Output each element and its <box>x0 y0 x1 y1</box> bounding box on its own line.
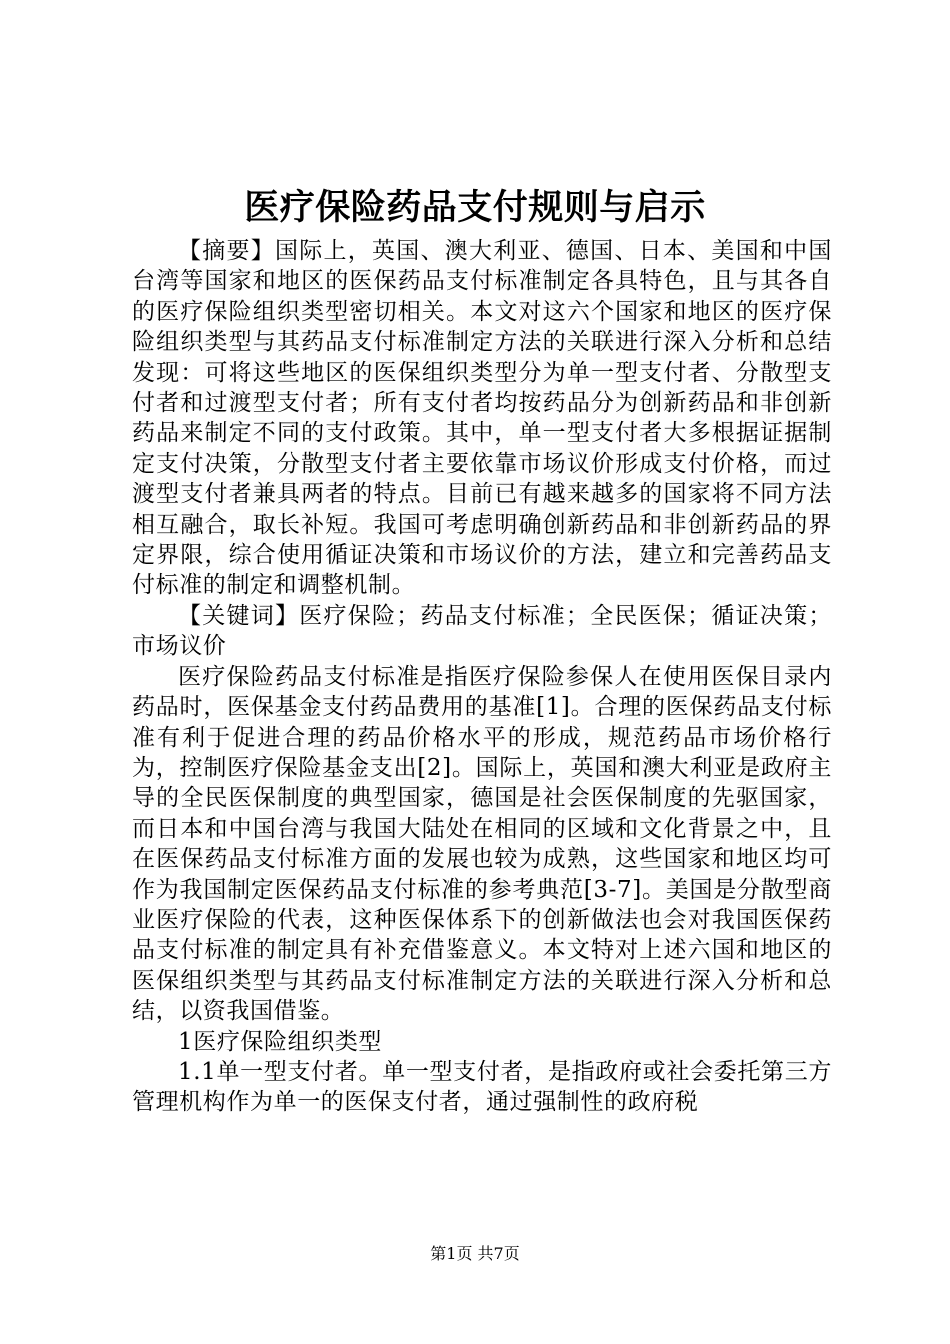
document-title: 医疗保险药品支付规则与启示 <box>244 187 706 228</box>
keywords-paragraph: 【关键词】医疗保险；药品支付标准；全民医保；循证决策；市场议价 <box>132 602 832 660</box>
introduction-paragraph: 医疗保险药品支付标准是指医疗保险参保人在使用医保目录内药品时，医保基金支付药品费用的基准[1]。合理的医保药品支付标准有利于促进合理的药品价格水平的形成，规范药品市场价格行为，控制医疗保险基金支出[2]。国际上，英国和澳大利亚是政府主导的全民医保制度的典型国家，德国是社会医保制度的先驱国家，而日本和中国台湾与我国大陆处在相同的区域和文化背景之中，且在医保药品支付标准方面的发展也较为成熟，这些国家和地区均可作为我国制定医保药品支付标准的参考典范[3-7]。美国是分散型商业医疗保险的代表，这种医保体系下的创新做法也会对我国医保药品支付标准的制定具有补充借鉴意义。本文特对上述六国和地区的医保组织类型与其药品支付标准制定方法的关联进行深入分析和总结，以资我国借鉴。 <box>132 663 832 1025</box>
document-body <box>132 236 832 1118</box>
section-heading: 1医疗保险组织类型 <box>178 1028 383 1055</box>
subsection-paragraph: 1.1单一型支付者。单一型支付者，是指政府或社会委托第三方管理机构作为单一的医保支付者，通过强制性的政府税 <box>132 1058 832 1116</box>
page-footer: 第1页 共7页 <box>430 1244 520 1263</box>
abstract-paragraph: 【摘要】国际上，英国、澳大利亚、德国、日本、美国和中国台湾等国家和地区的医保药品支付标准制定各具特色，且与其各自的医疗保险组织类型密切相关。本文对这六个国家和地区的医疗保险组织类型与其药品支付标准制定方法的关联进行深入分析和总结发现：可将这些地区的医保组织类型分为单一型支付者、分散型支付者和过渡型支付者；所有支付者均按药品分为创新药品和非创新药品来制定不同的支付政策。其中，单一型支付者大多根据证据制定支付决策，分散型支付者主要依靠市场议价形成支付价格，而过渡型支付者兼具两者的特点。目前已有越来越多的国家将不同方法相互融合，取长补短。我国可考虑明确创新药品和非创新药品的界定界限，综合使用循证决策和市场议价的方法，建立和完善药品支付标准的制定和调整机制。 <box>132 238 832 599</box>
